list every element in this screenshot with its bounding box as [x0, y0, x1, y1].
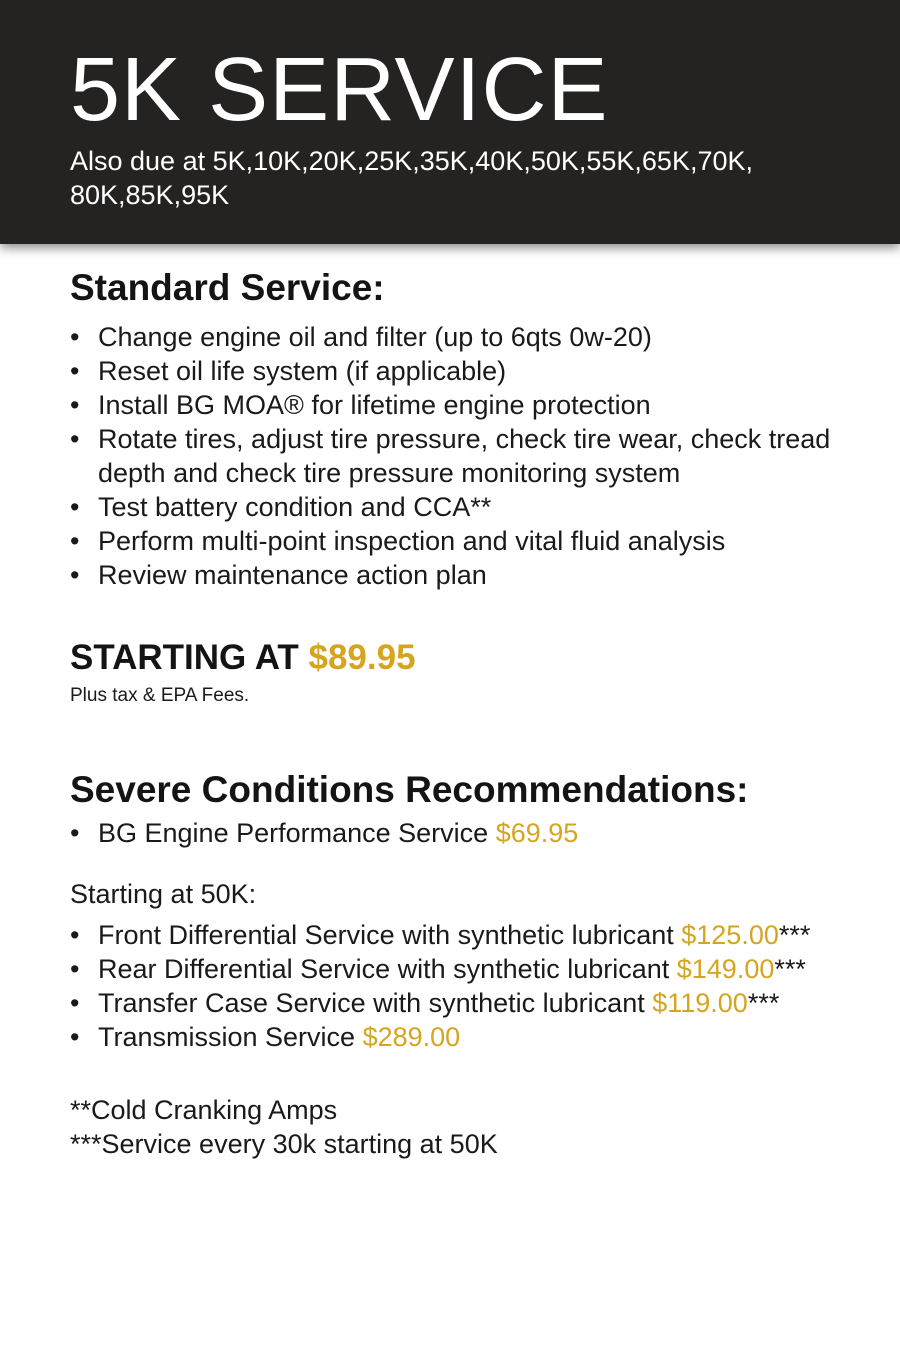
list-item: • Reset oil life system (if applicable): [70, 356, 507, 386]
bullet-icon: •: [70, 954, 80, 984]
bullet-icon: •: [70, 424, 80, 454]
item-price: $119.00: [652, 988, 748, 1018]
item-footnote-mark: ***: [778, 920, 811, 950]
list-item: • Front Differential Service with synthetic lubricant $125.00***: [70, 920, 811, 950]
standard-service-list: [70, 320, 870, 592]
list-item: • BG Engine Performance Service $69.95: [70, 818, 579, 848]
list-item: • Rear Differential Service with synthetic lubricant $149.00***: [70, 954, 806, 984]
list-item: • Transfer Case Service with synthetic lubricant $119.00***: [70, 988, 780, 1018]
footnote-service-interval: ***Service every 30k starting at 50K: [70, 1129, 498, 1159]
list-item: • Review maintenance action plan: [70, 560, 487, 590]
bullet-icon: •: [70, 988, 80, 1018]
severe-conditions-heading: Severe Conditions Recommendations:: [70, 769, 749, 810]
standard-service-heading: Standard Service:: [70, 267, 385, 308]
item-price: $289.00: [362, 1022, 461, 1052]
bullet-icon: •: [70, 322, 80, 352]
bullet-icon: •: [70, 560, 80, 590]
bullet-icon: •: [70, 920, 80, 950]
page-subtitle: Also due at 5K,10K,20K,25K,35K,40K,50K,55K,65K,70K, 80K,85K,95K: [70, 146, 754, 210]
list-item: • Install BG MOA® for lifetime engine protection: [70, 390, 651, 420]
list-item: • Test battery condition and CCA**: [70, 492, 492, 522]
item-price: $125.00: [681, 920, 779, 950]
footnote-cca: **Cold Cranking Amps: [70, 1095, 338, 1125]
bullet-icon: •: [70, 390, 80, 420]
severe-conditions-list: [70, 816, 870, 850]
item-price: $69.95: [495, 818, 579, 848]
starting-at-50k-list: [70, 918, 870, 1054]
list-item: • Perform multi-point inspection and vital fluid analysis: [70, 526, 726, 556]
item-price: $149.00: [676, 954, 775, 984]
page-title: 5K SERVICE: [70, 40, 609, 140]
list-item: • Transmission Service $289.00: [70, 1022, 461, 1052]
list-item: • Rotate tires, adjust tire pressure, check tire wear, check tread depth and check tire pressure monitoring system: [70, 424, 831, 488]
bullet-icon: •: [70, 1022, 80, 1052]
fees-note: Plus tax & EPA Fees.: [70, 685, 250, 706]
header-banner: [0, 0, 900, 244]
bullet-icon: •: [70, 818, 80, 848]
starting-price-value: $89.95: [308, 638, 416, 677]
bullet-icon: •: [70, 492, 80, 522]
item-footnote-mark: ***: [774, 954, 806, 984]
bullet-icon: •: [70, 526, 80, 556]
starting-at-50k-subheading: Starting at 50K:: [70, 879, 257, 909]
starting-price: [70, 636, 416, 680]
starting-price-label: STARTING AT: [70, 638, 309, 677]
list-item: • Change engine oil and filter (up to 6qts 0w-20): [70, 322, 652, 352]
item-footnote-mark: ***: [747, 988, 780, 1018]
bullet-icon: •: [70, 356, 80, 386]
